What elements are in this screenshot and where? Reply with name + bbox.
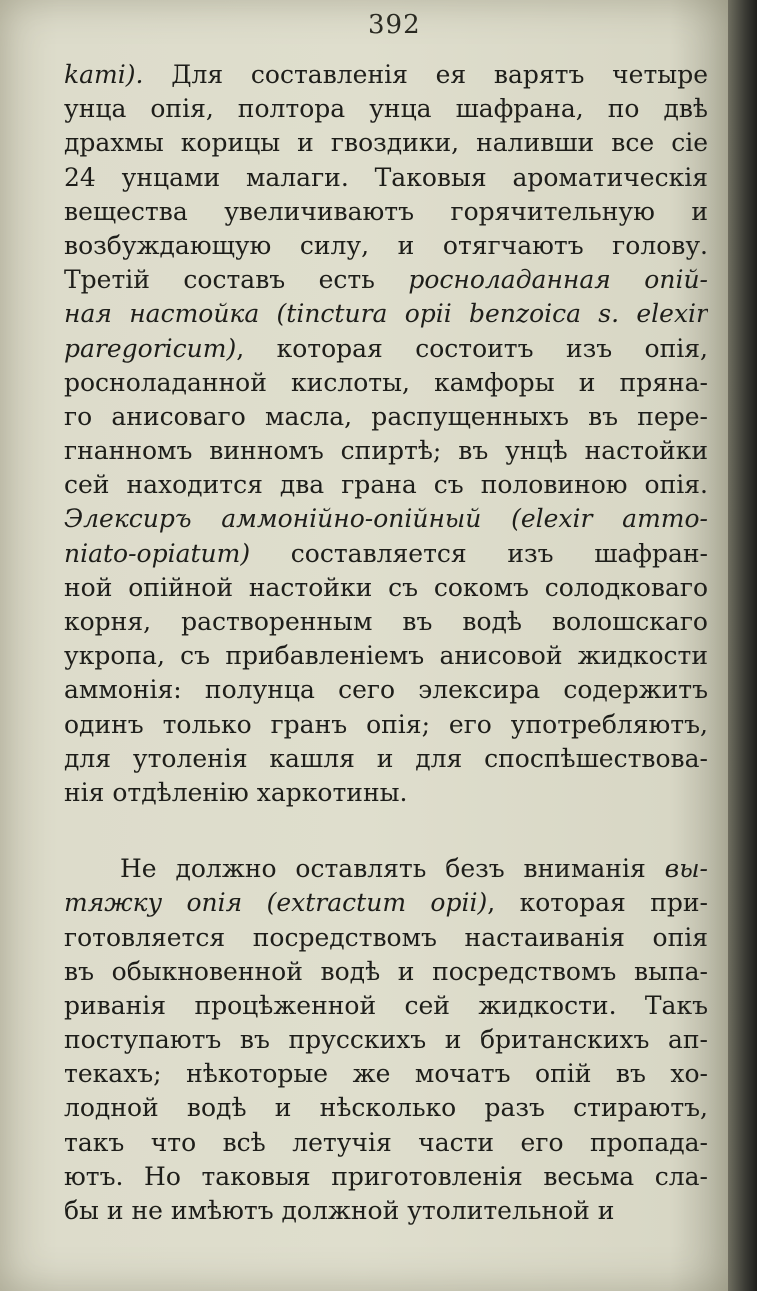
text-segment: текахъ; нѣкоторые же мочатъ опій въ хо- bbox=[64, 1059, 708, 1089]
text-line bbox=[64, 742, 708, 776]
text-line bbox=[64, 776, 708, 810]
text-segment: поступаютъ въ прусскихъ и британскихъ ап- bbox=[64, 1025, 708, 1055]
text-segment: росноладанной кислоты, камфоры и пряна- bbox=[64, 367, 708, 397]
text-segment: сей находится два грана съ половиною опія. bbox=[64, 470, 708, 500]
text-segment: аммонія: полунца сего элексира содержитъ bbox=[64, 675, 708, 705]
text-line bbox=[64, 195, 708, 229]
italic-text-segment: вы- bbox=[664, 854, 708, 884]
text-line bbox=[64, 1126, 708, 1160]
text-line bbox=[64, 434, 708, 468]
text-segment: вещества увеличиваютъ горячительную и bbox=[64, 196, 708, 226]
text-line bbox=[64, 571, 708, 605]
text-segment: корня, растворенным въ водѣ волошскаго bbox=[64, 607, 708, 636]
text-line bbox=[64, 537, 708, 571]
text-line bbox=[64, 886, 708, 920]
text-segment: возбуждающую силу, и отягчаютъ голову. bbox=[64, 230, 708, 260]
italic-text-segment: ная настойка (tinctura opii benzoica s. elexir bbox=[64, 299, 708, 329]
text-segment: составляется изъ шафран- bbox=[250, 538, 708, 568]
text-segment: готовляется посредствомъ настаиванія опія bbox=[64, 922, 708, 952]
italic-text-segment: росноладанная опій- bbox=[408, 265, 708, 295]
text-line bbox=[64, 161, 708, 195]
text-line bbox=[64, 1091, 708, 1125]
text-segment: риванія процѣженной сей жидкости. Такъ bbox=[64, 990, 708, 1020]
text-line bbox=[64, 58, 708, 92]
text-line bbox=[64, 605, 708, 639]
text-segment: драхмы корицы и гвоздики, наливши все сіе bbox=[64, 128, 708, 158]
text-segment: Не должно оставлять безъ вниманія bbox=[120, 854, 665, 884]
italic-text-segment: niato-opiatum) bbox=[64, 538, 251, 568]
text-segment: въ обыкновенной водѣ и посредствомъ выпа- bbox=[64, 956, 708, 986]
paragraph bbox=[64, 58, 708, 810]
text-segment: ютъ. Но таковыя приготовленія весьма сла- bbox=[64, 1161, 708, 1191]
text-line bbox=[64, 989, 708, 1023]
text-segment: 24 унцами малаги. Таковыя ароматическія bbox=[64, 162, 708, 192]
text-segment: лодной водѣ и нѣсколько разъ стираютъ, bbox=[64, 1093, 708, 1123]
italic-text-segment: kami). bbox=[64, 60, 144, 89]
text-line bbox=[64, 708, 708, 742]
text-line bbox=[64, 1160, 708, 1194]
text-line bbox=[64, 852, 708, 886]
text-segment: одинъ только гранъ опія; его употребляютъ, bbox=[64, 709, 708, 739]
text-line bbox=[64, 400, 708, 434]
text-line bbox=[64, 263, 708, 297]
text-segment: го анисоваго масла, распущенныхъ въ пере- bbox=[64, 401, 708, 431]
text-line bbox=[64, 955, 708, 989]
text-segment: нія отдѣленію харкотины. bbox=[64, 777, 408, 807]
text-line bbox=[64, 921, 708, 955]
text-line bbox=[64, 126, 708, 160]
text-line bbox=[64, 366, 708, 400]
text-line bbox=[64, 1194, 708, 1228]
text-segment: бы и не имѣютъ должной утолительной и bbox=[64, 1196, 615, 1225]
text-line bbox=[64, 673, 708, 707]
text-line bbox=[64, 332, 708, 366]
text-line bbox=[64, 1057, 708, 1091]
paragraph bbox=[64, 852, 708, 1228]
text-segment: гнанномъ винномъ спиртѣ; въ унцѣ настойки bbox=[64, 436, 708, 466]
text-line bbox=[64, 1023, 708, 1057]
text-line bbox=[64, 92, 708, 126]
text-line bbox=[64, 468, 708, 502]
text-line bbox=[64, 229, 708, 263]
text-segment: унца опія, полтора унца шафрана, по двѣ bbox=[64, 94, 708, 124]
text-segment: Третій составъ есть bbox=[64, 265, 409, 295]
text-segment: , которая состоитъ изъ опія, bbox=[236, 333, 708, 363]
text-segment: укропа, съ прибавленіемъ анисовой жидкости bbox=[64, 641, 708, 671]
page-number: 392 bbox=[368, 10, 421, 40]
italic-text-segment: тяжку опія (extractum opii) bbox=[64, 888, 488, 918]
text-line bbox=[64, 502, 708, 536]
italic-text-segment: paregoricum) bbox=[64, 333, 237, 363]
italic-text-segment: Элексиръ аммонійно-опійный (elexir ammo- bbox=[64, 504, 708, 534]
text-segment: , которая при- bbox=[487, 888, 708, 918]
text-segment: ной опійной настойки съ сокомъ солодковаго bbox=[64, 572, 708, 602]
text-line bbox=[64, 639, 708, 673]
text-segment: для утоленія кашля и для споспѣшествова- bbox=[64, 743, 708, 773]
page-edge bbox=[728, 0, 757, 1291]
text-segment: Для составленія ея варятъ четыре bbox=[143, 60, 708, 89]
text-segment: такъ что всѣ летучія части его пропада- bbox=[64, 1127, 708, 1157]
body-text bbox=[64, 58, 708, 1228]
text-line bbox=[64, 297, 708, 331]
